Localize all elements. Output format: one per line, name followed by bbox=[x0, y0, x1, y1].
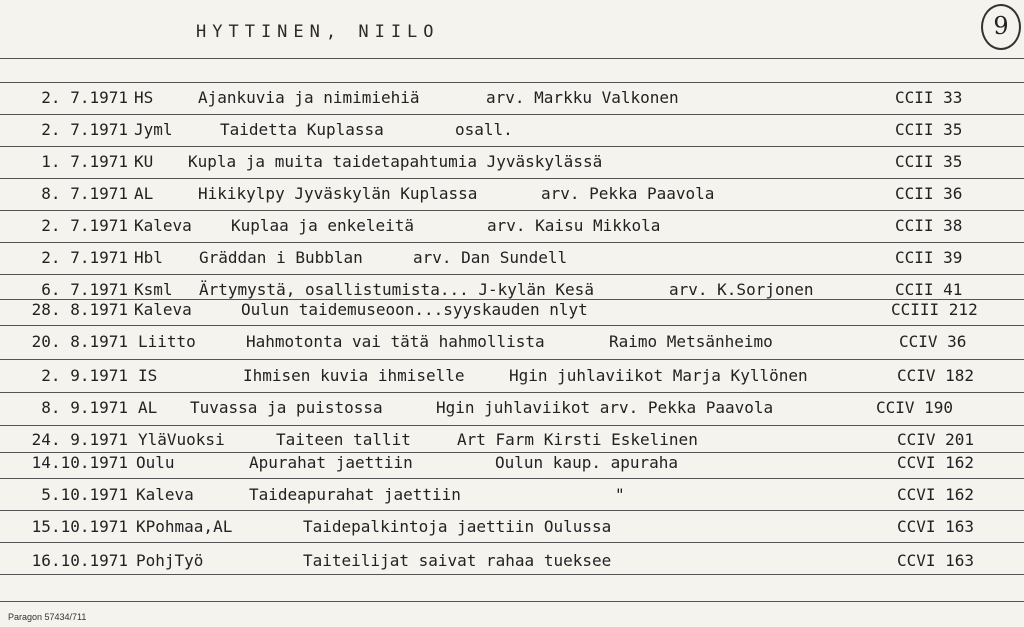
entry-row bbox=[0, 184, 1024, 208]
entry-date: 2. 9.1971 bbox=[41, 366, 128, 385]
entry-row bbox=[0, 332, 1024, 356]
entry-note: Oulun kaup. apuraha bbox=[495, 453, 679, 472]
entry-title: Apurahat jaettiin bbox=[249, 453, 413, 472]
entry-row bbox=[0, 248, 1024, 272]
entry-title: Taidepalkintoja jaettiin Oulussa bbox=[303, 517, 612, 536]
entry-source: PohjTyö bbox=[136, 551, 204, 570]
entry-date: 5.10.1971 bbox=[41, 485, 128, 504]
entry-date: 8. 9.1971 bbox=[41, 398, 128, 417]
entry-title: Kupla ja muita taidetapahtumia Jyväskylässä bbox=[188, 152, 603, 171]
entry-source: Kaleva bbox=[136, 485, 194, 504]
entry-title: Tuvassa ja puistossa bbox=[190, 398, 383, 417]
entry-source: Hbl bbox=[134, 248, 163, 267]
entry-title: Kuplaa ja enkeleitä bbox=[231, 216, 415, 235]
entry-date: 2. 7.1971 bbox=[41, 88, 128, 107]
rule bbox=[0, 82, 1024, 83]
entry-row bbox=[0, 551, 1024, 575]
entry-title: Hahmotonta vai tätä hahmollista bbox=[246, 332, 545, 351]
entry-source: Oulu bbox=[136, 453, 175, 472]
entry-note: osall. bbox=[455, 120, 513, 139]
entry-source: KPohmaa,AL bbox=[136, 517, 233, 536]
rule bbox=[0, 274, 1024, 275]
entry-ref: CCVI 163 bbox=[897, 551, 975, 570]
entry-ref: CCIV 36 bbox=[899, 332, 967, 351]
rule bbox=[0, 178, 1024, 179]
entry-date: 6. 7.1971 bbox=[41, 280, 128, 299]
rule bbox=[0, 478, 1024, 479]
entry-date: 2. 7.1971 bbox=[41, 248, 128, 267]
entry-note: arv. Kaisu Mikkola bbox=[487, 216, 661, 235]
entry-source: Ksml bbox=[134, 280, 173, 299]
rule bbox=[0, 114, 1024, 115]
entry-row bbox=[0, 152, 1024, 176]
entry-source: Jyml bbox=[134, 120, 173, 139]
entry-date: 14.10.1971 bbox=[31, 453, 128, 472]
entry-note: arv. Pekka Paavola bbox=[541, 184, 715, 203]
entry-date: 2. 7.1971 bbox=[41, 120, 128, 139]
entry-source: Kaleva bbox=[134, 216, 192, 235]
entry-row bbox=[0, 120, 1024, 144]
entry-source: KU bbox=[134, 152, 154, 171]
entry-title: Taidetta Kuplassa bbox=[220, 120, 384, 139]
entry-source: Liitto bbox=[138, 332, 196, 351]
rule bbox=[0, 146, 1024, 147]
entry-title: Taideapurahat jaettiin bbox=[249, 485, 461, 504]
entry-title: Taiteen tallit bbox=[276, 430, 411, 449]
rule bbox=[0, 510, 1024, 511]
rule bbox=[0, 242, 1024, 243]
entry-note: arv. K.Sorjonen bbox=[669, 280, 814, 299]
entry-row bbox=[0, 216, 1024, 240]
entry-source: HS bbox=[134, 88, 154, 107]
entry-date: 2. 7.1971 bbox=[41, 216, 128, 235]
entry-ref: CCVI 162 bbox=[897, 485, 975, 504]
entry-note: arv. Markku Valkonen bbox=[486, 88, 679, 107]
entry-date: 24. 9.1971 bbox=[31, 430, 128, 449]
entry-row bbox=[0, 88, 1024, 112]
entry-ref: CCII 38 bbox=[895, 216, 963, 235]
entry-row bbox=[0, 398, 1024, 422]
entry-note: Raimo Metsänheimo bbox=[609, 332, 773, 351]
entry-title: Gräddan i Bubblan bbox=[199, 248, 363, 267]
entry-date: 1. 7.1971 bbox=[41, 152, 128, 171]
entry-source: AL bbox=[138, 398, 158, 417]
entry-source: AL bbox=[134, 184, 154, 203]
entry-ref: CCII 41 bbox=[895, 280, 963, 299]
entry-title: Hikikylpy Jyväskylän Kuplassa bbox=[198, 184, 478, 203]
rule bbox=[0, 425, 1024, 426]
entry-ref: CCII 33 bbox=[895, 88, 963, 107]
entry-note: Hgin juhlaviikot Marja Kyllönen bbox=[509, 366, 808, 385]
rule bbox=[0, 542, 1024, 543]
card-title: HYTTINEN, NIILO bbox=[196, 22, 440, 42]
entry-ref: CCII 35 bbox=[895, 120, 963, 139]
entry-title: Ärtymystä, osallistumista... J-kylän Kesä bbox=[199, 280, 594, 299]
entry-ref: CCIV 201 bbox=[897, 430, 975, 449]
entry-row bbox=[0, 366, 1024, 390]
rule bbox=[0, 392, 1024, 393]
entry-date: 15.10.1971 bbox=[31, 517, 128, 536]
entry-date: 8. 7.1971 bbox=[41, 184, 128, 203]
entry-row bbox=[0, 453, 1024, 477]
entry-ref: CCVI 163 bbox=[897, 517, 975, 536]
rule bbox=[0, 325, 1024, 326]
entry-source: IS bbox=[138, 366, 158, 385]
rule bbox=[0, 601, 1024, 602]
card-number-circle: 9 bbox=[981, 4, 1021, 50]
entry-source: YläVuoksi bbox=[138, 430, 225, 449]
entry-row bbox=[0, 430, 1024, 454]
rule bbox=[0, 210, 1024, 211]
entry-title: Taiteilijat saivat rahaa tueksee bbox=[303, 551, 612, 570]
entry-note: arv. Dan Sundell bbox=[413, 248, 568, 267]
entry-ref: CCIV 190 bbox=[876, 398, 954, 417]
entry-title: Ajankuvia ja nimimiehiä bbox=[198, 88, 420, 107]
entry-note: Art Farm Kirsti Eskelinen bbox=[457, 430, 698, 449]
entry-date: 16.10.1971 bbox=[31, 551, 128, 570]
header-rule bbox=[0, 58, 1024, 59]
entry-title: Ihmisen kuvia ihmiselle bbox=[243, 366, 465, 385]
entry-ref: CCII 39 bbox=[895, 248, 963, 267]
entry-row bbox=[0, 485, 1024, 509]
entry-ref: CCII 36 bbox=[895, 184, 963, 203]
entry-ref: CCIII 212 bbox=[891, 300, 978, 319]
entry-ref: CCII 35 bbox=[895, 152, 963, 171]
entry-date: 20. 8.1971 bbox=[31, 332, 128, 351]
entry-date: 28. 8.1971 bbox=[31, 300, 128, 319]
entry-note: " bbox=[615, 485, 625, 504]
entry-ref: CCVI 162 bbox=[897, 453, 975, 472]
rule bbox=[0, 359, 1024, 360]
entry-ref: CCIV 182 bbox=[897, 366, 975, 385]
entry-row bbox=[0, 517, 1024, 541]
printer-imprint: Paragon 57434/711 bbox=[8, 612, 87, 622]
entry-row bbox=[0, 300, 1024, 324]
entry-source: Kaleva bbox=[134, 300, 192, 319]
entry-title: Oulun taidemuseoon...syyskauden nlyt bbox=[241, 300, 588, 319]
entry-note: Hgin juhlaviikot arv. Pekka Paavola bbox=[436, 398, 774, 417]
